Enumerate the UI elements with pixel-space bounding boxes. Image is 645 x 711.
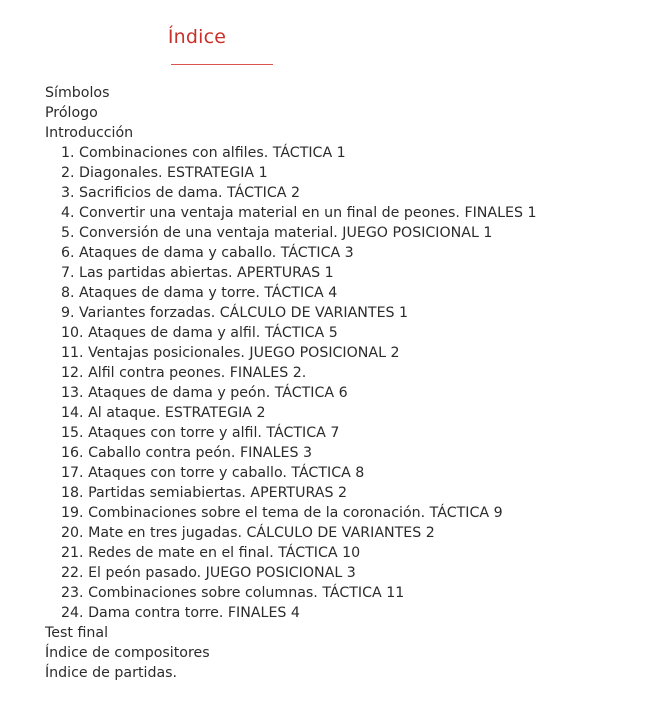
toc-item-test-final[interactable]: Test final (45, 625, 109, 641)
table-of-contents (45, 83, 537, 683)
toc-chapter-10[interactable]: 10. Ataques de dama y alfil. TÁCTICA 5 (61, 325, 338, 341)
toc-chapter-4[interactable]: 4. Convertir una ventaja material en un final de peones. FINALES 1 (61, 205, 537, 221)
toc-chapter-3[interactable]: 3. Sacrificios de dama. TÁCTICA 2 (61, 185, 300, 201)
toc-chapter-22[interactable]: 22. El peón pasado. JUEGO POSICIONAL 3 (61, 565, 356, 581)
toc-chapter-1[interactable]: 1. Combinaciones con alfiles. TÁCTICA 1 (61, 145, 346, 161)
toc-chapter-23[interactable]: 23. Combinaciones sobre columnas. TÁCTICA 11 (61, 585, 405, 601)
toc-chapter-11[interactable]: 11. Ventajas posicionales. JUEGO POSICIONAL 2 (61, 345, 400, 361)
toc-chapter-17[interactable]: 17. Ataques con torre y caballo. TÁCTICA 8 (61, 465, 365, 481)
toc-chapter-2[interactable]: 2. Diagonales. ESTRATEGIA 1 (61, 165, 268, 181)
toc-chapter-16[interactable]: 16. Caballo contra peón. FINALES 3 (61, 445, 313, 461)
toc-item-indice-partidas[interactable]: Índice de partidas. (45, 665, 178, 681)
toc-chapter-24[interactable]: 24. Dama contra torre. FINALES 4 (61, 605, 300, 621)
title-underline (171, 64, 273, 65)
toc-chapter-5[interactable]: 5. Conversión de una ventaja material. JUEGO POSICIONAL 1 (61, 225, 493, 241)
toc-chapter-15[interactable]: 15. Ataques con torre y alfil. TÁCTICA 7 (61, 425, 340, 441)
toc-item-indice-compositores[interactable]: Índice de compositores (45, 645, 210, 661)
toc-chapter-6[interactable]: 6. Ataques de dama y caballo. TÁCTICA 3 (61, 245, 354, 261)
toc-chapter-14[interactable]: 14. Al ataque. ESTRATEGIA 2 (61, 405, 266, 421)
toc-chapter-13[interactable]: 13. Ataques de dama y peón. TÁCTICA 6 (61, 385, 348, 401)
toc-chapter-19[interactable]: 19. Combinaciones sobre el tema de la coronación. TÁCTICA 9 (61, 505, 503, 521)
toc-chapter-7[interactable]: 7. Las partidas abiertas. APERTURAS 1 (61, 265, 334, 281)
toc-item-simbolos[interactable]: Símbolos (45, 85, 110, 101)
toc-chapter-20[interactable]: 20. Mate en tres jugadas. CÁLCULO DE VARIANTES 2 (61, 525, 435, 541)
toc-chapter-8[interactable]: 8. Ataques de dama y torre. TÁCTICA 4 (61, 285, 338, 301)
page-title: Índice (167, 26, 227, 48)
toc-chapter-18[interactable]: 18. Partidas semiabiertas. APERTURAS 2 (61, 485, 348, 501)
toc-header (167, 24, 273, 50)
toc-item-prologo[interactable]: Prólogo (45, 105, 98, 121)
toc-chapter-21[interactable]: 21. Redes de mate en el final. TÁCTICA 10 (61, 545, 361, 561)
toc-chapter-12[interactable]: 12. Alfil contra peones. FINALES 2. (61, 365, 307, 381)
toc-chapter-9[interactable]: 9. Variantes forzadas. CÁLCULO DE VARIANTES 1 (61, 305, 409, 321)
toc-item-introduccion[interactable]: Introducción (45, 125, 134, 141)
